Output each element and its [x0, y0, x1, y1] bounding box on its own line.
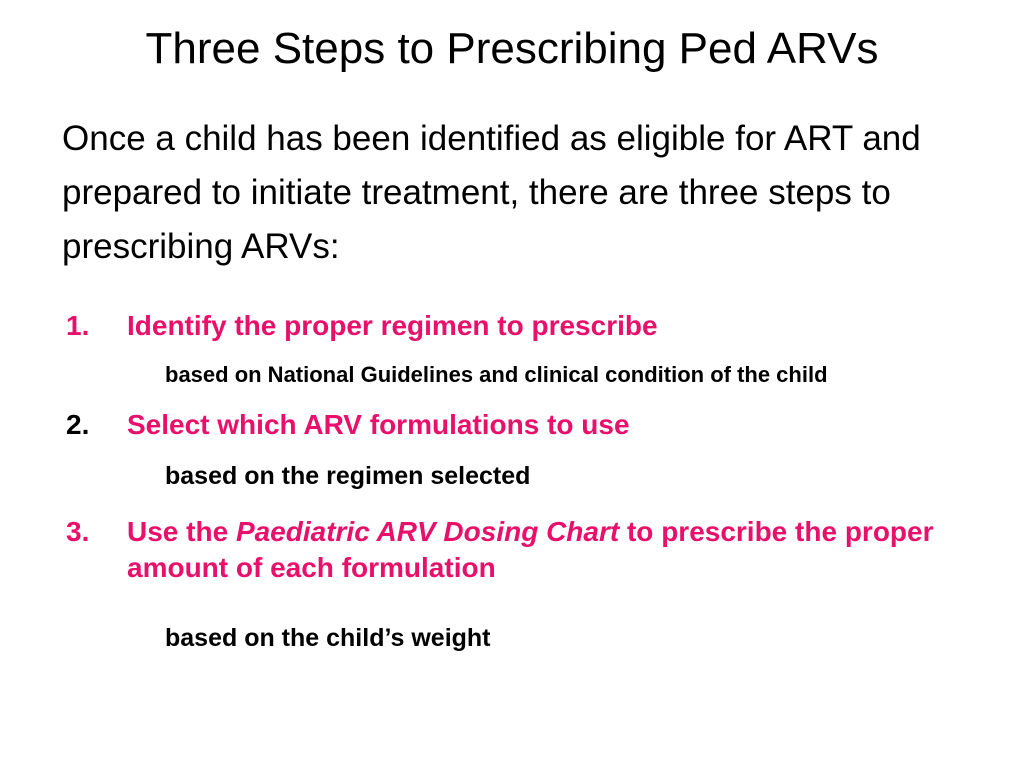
step-1-text: Identify the proper regimen to prescribe: [127, 310, 658, 341]
step-3-text: [127, 514, 957, 586]
step-2-note: based on the regimen selected: [165, 462, 531, 490]
step-3-text-chart-name: Paediatric ARV Dosing Chart: [235, 516, 620, 547]
intro-paragraph: Once a child has been identified as eligible for ART and prepared to initiate treatment, there are three steps to prescribing ARVs:: [62, 119, 921, 266]
step-1-number: 1.: [66, 310, 90, 341]
step-2-number: 2.: [66, 409, 90, 440]
step-2-text: Select which ARV formulations to use: [127, 409, 630, 440]
step-3-note: based on the child’s weight: [165, 624, 491, 652]
step-1-note: based on National Guidelines and clinical condition of the child: [165, 362, 828, 387]
step-3-number: 3.: [66, 516, 90, 547]
slide-title: Three Steps to Prescribing Ped ARVs: [145, 24, 879, 73]
step-3-text-suffix: to prescribe the proper amount of each formulation: [127, 516, 934, 583]
step-3-text-prefix: Use the: [127, 516, 236, 547]
